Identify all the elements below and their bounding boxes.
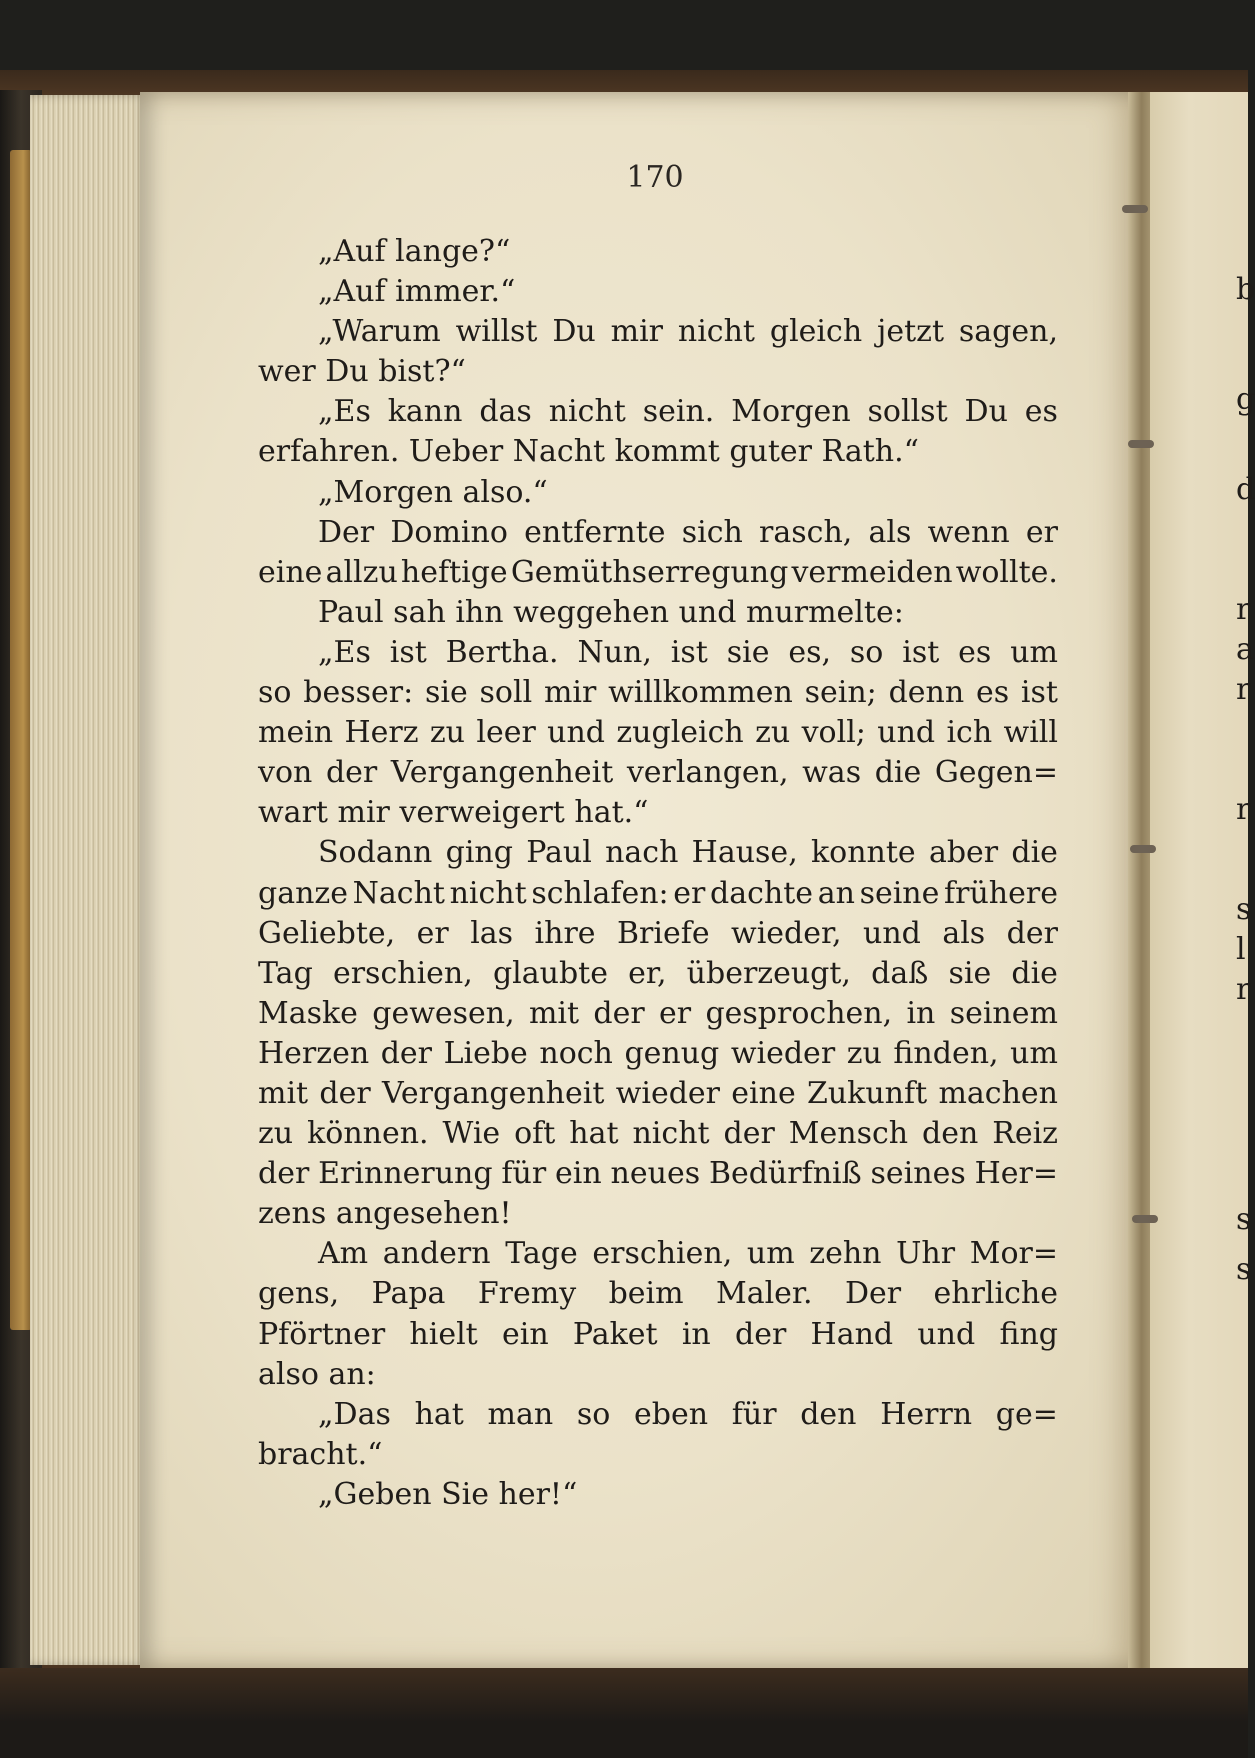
word: ging <box>445 835 513 871</box>
text-line: „Auf immer.“ <box>318 274 516 310</box>
word: ehrliche <box>933 1276 1058 1312</box>
text-line: erfahren. Ueber Nacht kommt guter Rath.“ <box>258 434 919 470</box>
word: so <box>849 634 884 670</box>
word: ganze <box>258 875 348 911</box>
word: Briefe <box>616 915 710 951</box>
word: zehn <box>809 1236 882 1272</box>
facing-page-letter: a <box>1236 632 1254 667</box>
word: denn <box>888 675 965 711</box>
word: ist <box>389 634 427 670</box>
word: sich <box>681 514 743 550</box>
word: nicht <box>449 875 527 911</box>
word: voll; <box>801 715 866 751</box>
word: die <box>1011 955 1058 991</box>
text-line: wart mir verweigert hat.“ <box>258 795 649 831</box>
word: Mensch <box>788 1116 909 1152</box>
word: wieder <box>615 1075 721 1111</box>
word: eben <box>634 1396 709 1432</box>
word: noch <box>539 1035 613 1071</box>
word: machen <box>938 1075 1058 1111</box>
word: hielt <box>409 1316 478 1352</box>
text-line <box>258 553 1058 593</box>
text-line <box>258 673 1058 713</box>
word: er <box>416 915 449 951</box>
word: in <box>681 1316 711 1352</box>
word: der <box>593 995 645 1031</box>
word: mit <box>258 1075 309 1111</box>
word: hat <box>569 1116 619 1152</box>
word: nicht <box>548 394 626 430</box>
word: nicht <box>632 1116 710 1152</box>
text-line: „Auf lange?“ <box>318 234 511 269</box>
text-line <box>258 914 1058 954</box>
text-line <box>258 1074 1058 1114</box>
word: willst <box>455 314 538 350</box>
text-line <box>258 713 1058 753</box>
text-line: „Morgen also.“ <box>318 474 548 510</box>
word: und <box>877 715 936 751</box>
text-line <box>258 392 1058 432</box>
word: wollte. <box>955 554 1058 590</box>
word: sein. <box>642 394 715 430</box>
word: leer <box>476 715 536 751</box>
word: er <box>1025 514 1058 550</box>
word: neues <box>610 1156 701 1192</box>
word: und <box>917 1316 976 1352</box>
word: das <box>479 394 532 430</box>
word: finden, <box>893 1035 999 1071</box>
word: für <box>501 1156 547 1192</box>
word: er <box>659 995 692 1031</box>
word: es, <box>788 634 832 670</box>
word: Du <box>552 314 596 350</box>
text-line <box>258 753 1058 793</box>
word: Paket <box>572 1316 658 1352</box>
word: um <box>1010 634 1058 670</box>
word: mir <box>610 314 664 350</box>
text-line <box>258 1154 1058 1194</box>
word: Domino <box>390 514 508 550</box>
word: so <box>576 1396 611 1432</box>
facing-page-letter: r <box>1236 972 1251 1007</box>
word: was <box>802 755 862 791</box>
facing-page-letter: s <box>1236 1252 1252 1287</box>
word: Nacht <box>352 875 445 911</box>
word: willkommen <box>608 675 793 711</box>
word: verlangen, <box>626 755 789 791</box>
facing-page-letter: g <box>1236 382 1255 417</box>
word: Herzen <box>258 1035 370 1071</box>
word: überzeugt, <box>686 955 851 991</box>
word: Papa <box>371 1276 446 1312</box>
word: zu <box>755 715 791 751</box>
word: gesprochen, <box>705 995 893 1031</box>
text-line <box>258 994 1058 1034</box>
word: die <box>1011 835 1058 871</box>
word: frühere <box>944 875 1058 911</box>
word: Paul <box>526 835 592 871</box>
word: als <box>942 915 986 951</box>
word: Mor= <box>969 1236 1058 1272</box>
text-line <box>258 1274 1058 1314</box>
word: ein <box>501 1316 549 1352</box>
word: an <box>817 875 855 911</box>
binding-thread-mark <box>1132 1215 1158 1223</box>
text-line: wer Du bist?“ <box>258 354 466 390</box>
word: Vergangenheit <box>390 755 614 791</box>
word: wieder <box>730 1035 836 1071</box>
word: den <box>800 1396 857 1432</box>
word: es <box>1024 394 1058 430</box>
word: Nun, <box>577 634 652 670</box>
word: der <box>734 1316 787 1352</box>
word: seine <box>859 875 940 911</box>
word: sagen, <box>958 314 1058 350</box>
word: sie <box>948 955 992 991</box>
word: es <box>958 634 992 670</box>
word: rasch, <box>759 514 853 550</box>
word: ist <box>1020 675 1058 711</box>
word: schlafen: <box>531 875 669 911</box>
page-edges-stack <box>30 95 148 1665</box>
word: besser: <box>303 675 414 711</box>
text-line <box>258 1114 1058 1154</box>
word: allzu <box>325 554 398 590</box>
word: soll <box>479 675 533 711</box>
word: Der <box>844 1276 902 1312</box>
word: Maske <box>258 995 358 1031</box>
word: glaubte <box>492 955 608 991</box>
word: mir <box>543 675 597 711</box>
word: Hand <box>810 1316 894 1352</box>
text-line <box>258 1234 1058 1274</box>
word: „Das <box>318 1396 391 1432</box>
word: er, <box>628 955 667 991</box>
word: las <box>470 915 514 951</box>
word: den <box>922 1116 979 1152</box>
word: Herz <box>344 715 419 751</box>
word: Morgen <box>731 394 851 430</box>
word: Zukunft <box>807 1075 928 1111</box>
word: und <box>863 915 921 951</box>
word: Gemüthserregung <box>510 554 789 590</box>
word: der <box>325 755 378 791</box>
word: Geliebte, <box>258 915 396 951</box>
word: Pförtner <box>258 1316 386 1352</box>
book-bottom-edge <box>0 1668 1248 1758</box>
word: seines <box>870 1156 966 1192</box>
word: sein; <box>804 675 877 711</box>
facing-page-letter: r <box>1236 792 1251 827</box>
word: Tage <box>505 1236 578 1272</box>
word: Reiz <box>992 1116 1058 1152</box>
word: will <box>1003 715 1058 751</box>
word: ist <box>902 634 940 670</box>
word: eine <box>258 554 323 590</box>
word: um <box>746 1236 795 1272</box>
word: zu <box>846 1035 882 1071</box>
word: beim <box>608 1276 684 1312</box>
word: daß <box>871 955 929 991</box>
text-line: „Geben Sie her!“ <box>318 1476 578 1512</box>
word: eine <box>731 1075 796 1111</box>
word: Hause, <box>691 835 798 871</box>
word: Tag <box>258 955 313 991</box>
facing-page-letter: s <box>1236 1202 1252 1237</box>
word: der <box>380 1035 433 1071</box>
facing-page-edge <box>1150 92 1251 1670</box>
binding-thread-mark <box>1128 440 1154 448</box>
word: von <box>258 755 313 791</box>
page-number: 170 <box>626 160 684 195</box>
text-line <box>258 312 1058 352</box>
word: „Es <box>318 634 371 670</box>
word: mit <box>528 995 580 1031</box>
word: es <box>975 675 1010 711</box>
word: kann <box>387 394 463 430</box>
word: als <box>868 514 912 550</box>
word: für <box>731 1396 777 1432</box>
word: um <box>1010 1035 1058 1071</box>
word: „Warum <box>318 314 441 350</box>
word: Gegen= <box>934 755 1058 791</box>
word: zu <box>258 1116 294 1152</box>
word: Am <box>318 1236 369 1272</box>
word: genug <box>624 1035 720 1071</box>
facing-page-letter: b <box>1236 272 1255 307</box>
word: Uhr <box>896 1236 956 1272</box>
binding-thread-mark <box>1130 845 1156 853</box>
word: Du <box>964 394 1008 430</box>
word: erschien, <box>332 955 473 991</box>
text-line <box>258 1395 1058 1435</box>
word: gens, <box>258 1276 340 1312</box>
word: nicht <box>677 314 755 350</box>
word: oft <box>514 1116 556 1152</box>
word: die <box>874 755 922 791</box>
word: ist <box>670 634 708 670</box>
word: seinem <box>949 995 1058 1031</box>
facing-page-letter: r <box>1236 592 1251 627</box>
word: gleich <box>769 314 863 350</box>
word: Maler. <box>715 1276 813 1312</box>
word: der <box>1006 915 1058 951</box>
text-line: Paul sah ihn weggehen und murmelte: <box>318 594 904 630</box>
word: vermeiden <box>791 554 953 590</box>
word: Her= <box>974 1156 1058 1192</box>
word: sollst <box>867 394 948 430</box>
word: erschien, <box>592 1236 733 1272</box>
text-line <box>258 1034 1058 1074</box>
word: der <box>319 1075 371 1111</box>
word: und <box>547 715 606 751</box>
text-line <box>258 633 1058 673</box>
text-line <box>258 954 1058 994</box>
word: jetzt <box>877 314 945 350</box>
word: er <box>673 875 706 911</box>
word: hat <box>414 1396 464 1432</box>
word: sie <box>726 634 770 670</box>
word: ihre <box>534 915 596 951</box>
word: zugleich <box>616 715 744 751</box>
word: wieder, <box>731 915 842 951</box>
word: „Es <box>318 394 371 430</box>
text-line: also an: <box>258 1356 376 1392</box>
text-line: bracht.“ <box>258 1436 383 1472</box>
word: aber <box>928 835 999 871</box>
word: Sodann <box>318 835 433 871</box>
word: ich <box>946 715 993 751</box>
word: nach <box>605 835 679 871</box>
word: der <box>723 1116 775 1152</box>
word: gewesen, <box>372 995 515 1031</box>
word: Herrn <box>880 1396 973 1432</box>
word: in <box>906 995 936 1031</box>
page-text <box>258 232 1058 1515</box>
word: man <box>487 1396 554 1432</box>
word: ge= <box>995 1396 1058 1432</box>
word: Wie <box>442 1116 501 1152</box>
word: so <box>258 675 292 711</box>
facing-page-letter: r <box>1236 672 1251 707</box>
word: Fremy <box>477 1276 577 1312</box>
word: Erinnerung <box>318 1156 493 1192</box>
facing-page-letter: d <box>1236 472 1255 507</box>
word: mein <box>258 715 334 751</box>
word: entfernte <box>524 514 666 550</box>
word: dachte <box>710 875 814 911</box>
word: der <box>258 1156 310 1192</box>
text-line: zens angesehen! <box>258 1196 512 1232</box>
word: Vergangenheit <box>381 1075 605 1111</box>
text-line <box>258 513 1058 553</box>
word: fing <box>999 1316 1058 1352</box>
word: andern <box>382 1236 491 1272</box>
facing-page-letter: l <box>1236 932 1246 967</box>
word: wenn <box>927 514 1010 550</box>
word: Liebe <box>443 1035 528 1071</box>
word: Bedürfniß <box>708 1156 862 1192</box>
word: können. <box>307 1116 429 1152</box>
text-line <box>258 833 1058 873</box>
word: sie <box>424 675 468 711</box>
word: konnte <box>810 835 916 871</box>
word: zu <box>429 715 466 751</box>
word: Der <box>318 514 375 550</box>
facing-page-letter: s <box>1236 892 1252 927</box>
leather-trim <box>10 150 32 1330</box>
word: heftige <box>400 554 508 590</box>
text-line <box>258 1315 1058 1355</box>
text-line <box>258 874 1058 914</box>
binding-thread-mark <box>1122 205 1148 213</box>
word: ein <box>555 1156 602 1192</box>
word: Bertha. <box>445 634 559 670</box>
